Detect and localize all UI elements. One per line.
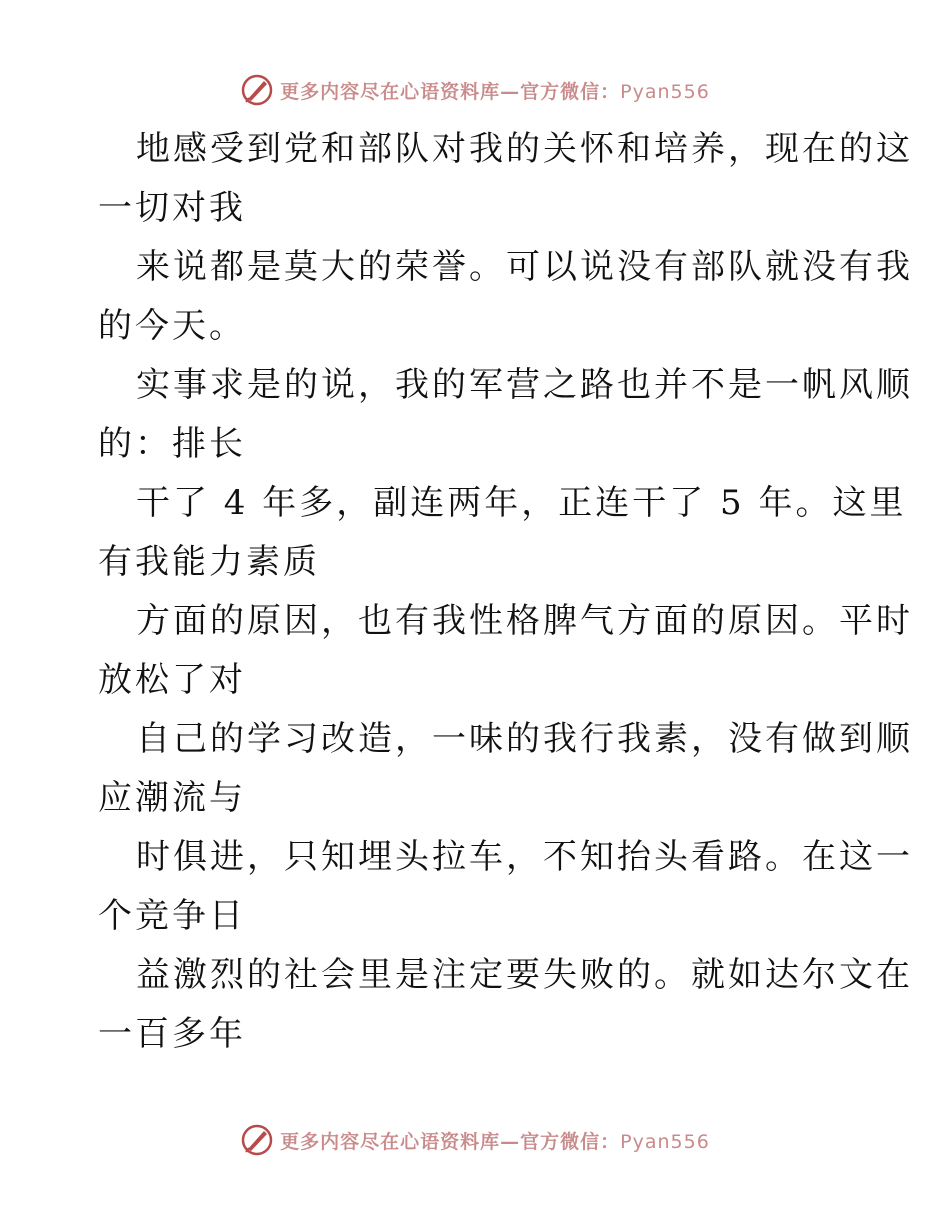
footer-wechat-id: Pyan556 [620, 1130, 710, 1153]
paragraph: 干了 4 年多，副连两年，正连干了 5 年。这里 有我能力素质 [98, 483, 907, 582]
paragraph: 方面的原因，也有我性格脾气方面的原因。平时 放松了对 [98, 601, 913, 700]
quill-pen-logo-icon [240, 73, 274, 107]
footer-text [280, 1127, 710, 1154]
paragraph: 时俱进，只知埋头拉车，不知抬头看路。在这一 个竞争日 [98, 837, 913, 936]
page-footer-banner [0, 1120, 950, 1160]
paragraph: 地感受到党和部队对我的关怀和培养，现在的这 一切对我 [98, 129, 913, 228]
header-text [280, 77, 710, 104]
quill-pen-logo-icon [240, 1123, 274, 1157]
paragraph: 来说都是莫大的荣誉。可以说没有部队就没有我 的今天。 [98, 247, 913, 346]
page-header-banner [0, 70, 950, 110]
header-wechat-id: Pyan556 [620, 80, 710, 103]
paragraph: 益激烈的社会里是注定要失败的。就如达尔文在 一百多年 [98, 955, 913, 1054]
paragraph: 自己的学习改造，一味的我行我素，没有做到顺 应潮流与 [98, 719, 913, 818]
document-body [98, 120, 913, 1064]
footer-brand-text: 更多内容尽在心语资料库—官方微信： [280, 1130, 621, 1153]
header-brand-text: 更多内容尽在心语资料库—官方微信： [280, 80, 621, 103]
paragraph: 实事求是的说，我的军营之路也并不是一帆风顺 的：排长 [98, 365, 913, 464]
